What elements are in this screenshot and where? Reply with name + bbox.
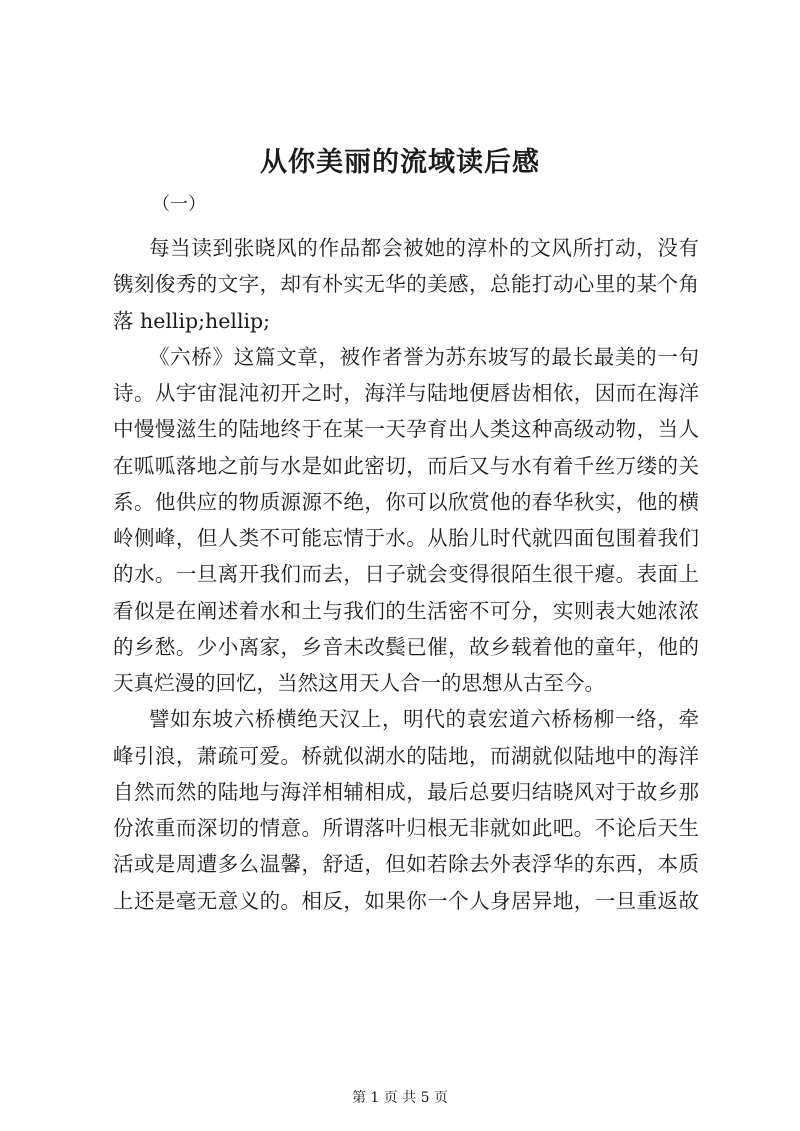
paragraph-line: 落 hellip;hellip; [113, 308, 271, 333]
paragraph-line: 活或是周遭多么温馨，舒适，但如若除去外表浮华的东西，本质 [113, 852, 699, 877]
page-footer: 第 1 页 共 5 页 [351, 1090, 449, 1106]
paragraph-line: 峰引浪，萧疏可爱。桥就似湖水的陆地，而湖就似陆地中的海洋 [113, 743, 699, 768]
paragraph-line: 天真烂漫的回忆，当然这用天人合一的思想从古至今。 [113, 671, 605, 695]
paragraph-line: 份浓重而深切的情意。所谓落叶归根无非就如此吧。不论后天生 [113, 816, 699, 840]
paragraph-line: 的乡愁。少小离家，乡音未改鬓已催，故乡载着他的童年，他的 [113, 634, 699, 659]
paragraph-line: 自然而然的陆地与海洋相辅相成，最后总要归结晓风对于故乡那 [113, 779, 699, 804]
document-body [113, 230, 699, 919]
paragraph-line: 镌刻俊秀的文字，却有朴实无华的美感，总能打动心里的某个角 [113, 272, 699, 297]
section-marker: （一） [152, 194, 206, 215]
paragraph-line: 譬如东坡六桥横绝天汉上，明代的袁宏道六桥杨柳一络，牵 [149, 707, 699, 732]
paragraph-line: 上还是毫无意义的。相反，如果你一个人身居异地，一旦重返故 [113, 888, 699, 913]
paragraph-line: 的水。一旦离开我们而去，日子就会变得很陌生很干瘪。表面上 [113, 562, 699, 587]
paragraph-line: 中慢慢滋生的陆地终于在某一天孕育出人类这种高级动物，当人 [113, 417, 699, 442]
paragraph-line: 《六桥》这篇文章，被作者誉为苏东坡写的最长最美的一句 [149, 344, 699, 369]
paragraph-line: 在呱呱落地之前与水是如此密切，而后又与水有着千丝万缕的关 [113, 453, 699, 478]
paragraph-line: 每当读到张晓风的作品都会被她的淳朴的文风所打动，没有 [149, 236, 699, 260]
document-title: 从你美丽的流域读后感 [260, 147, 540, 178]
paragraph-line: 岭侧峰，但人类不可能忘情于水。从胎儿时代就四面包围着我们 [113, 526, 699, 550]
paragraph-line: 看似是在阐述着水和土与我们的生活密不可分，实则表大她浓浓 [113, 598, 699, 623]
paragraph-line: 系。他供应的物质源源不绝，你可以欣赏他的春华秋实，他的横 [113, 489, 699, 514]
paragraph-line: 诗。从宇宙混沌初开之时，海洋与陆地便唇齿相依，因而在海洋 [113, 381, 699, 405]
